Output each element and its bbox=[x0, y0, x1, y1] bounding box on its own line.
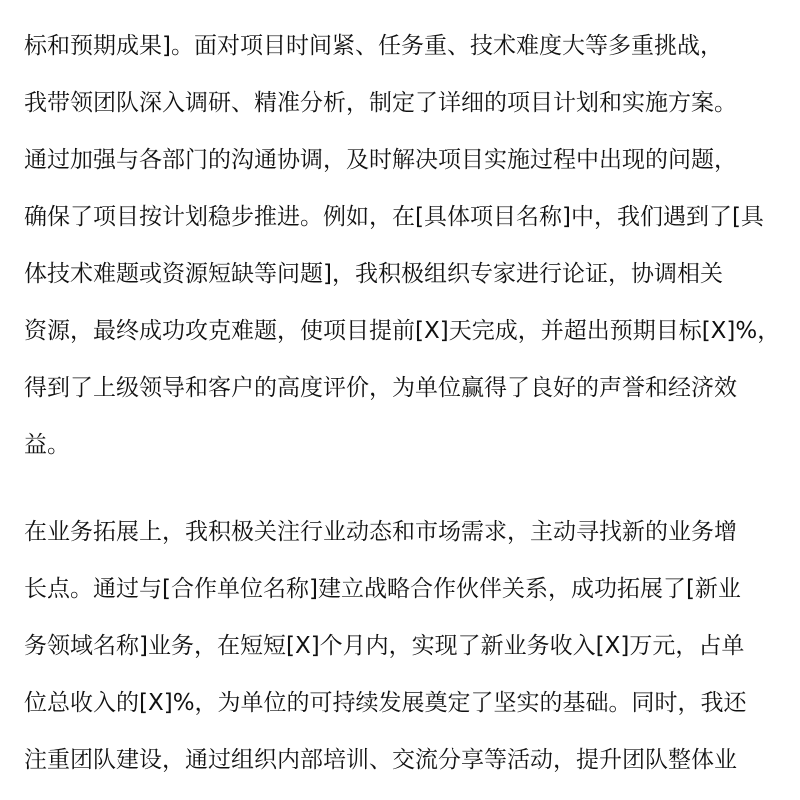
paragraph-line: 得到了上级领导和客户的高度评价，为单位赢得了良好的声誉和经济效 bbox=[24, 375, 737, 401]
paragraph-line: 务领域名称]业务，在短短[X]个月内，实现了新业务收入[X]万元，占单 bbox=[24, 633, 745, 659]
paragraph-line: 我带领团队深入调研、精准分析，制定了详细的项目计划和实施方案。 bbox=[24, 90, 737, 116]
paragraph-line: 益。 bbox=[24, 432, 70, 458]
paragraph-line: 注重团队建设，通过组织内部培训、交流分享等活动，提升团队整体业 bbox=[24, 747, 737, 773]
paragraph-line: 位总收入的[X]%，为单位的可持续发展奠定了坚实的基础。同时，我还 bbox=[24, 690, 747, 716]
paragraph-line: 长点。通过与[合作单位名称]建立战略合作伙伴关系，成功拓展了[新业 bbox=[24, 576, 741, 602]
paragraph-line: 在业务拓展上，我积极关注行业动态和市场需求，主动寻找新的业务增 bbox=[24, 519, 737, 545]
paragraph-line: 通过加强与各部门的沟通协调，及时解决项目实施过程中出现的问题， bbox=[24, 147, 737, 173]
paragraph-line: 确保了项目按计划稳步推进。例如，在[具体项目名称]中，我们遇到了[具 bbox=[24, 204, 764, 230]
paragraph-line: 体技术难题或资源短缺等问题]，我积极组织专家进行论证，协调相关 bbox=[24, 261, 723, 287]
paragraph-line: 资源，最终成功攻克难题，使项目提前[X]天完成，并超出预期目标[X]%， bbox=[24, 318, 781, 344]
cropped-previous-line bbox=[24, 0, 744, 4]
paragraph-line: 标和预期成果]。面对项目时间紧、任务重、技术难度大等多重挑战， bbox=[24, 33, 723, 59]
